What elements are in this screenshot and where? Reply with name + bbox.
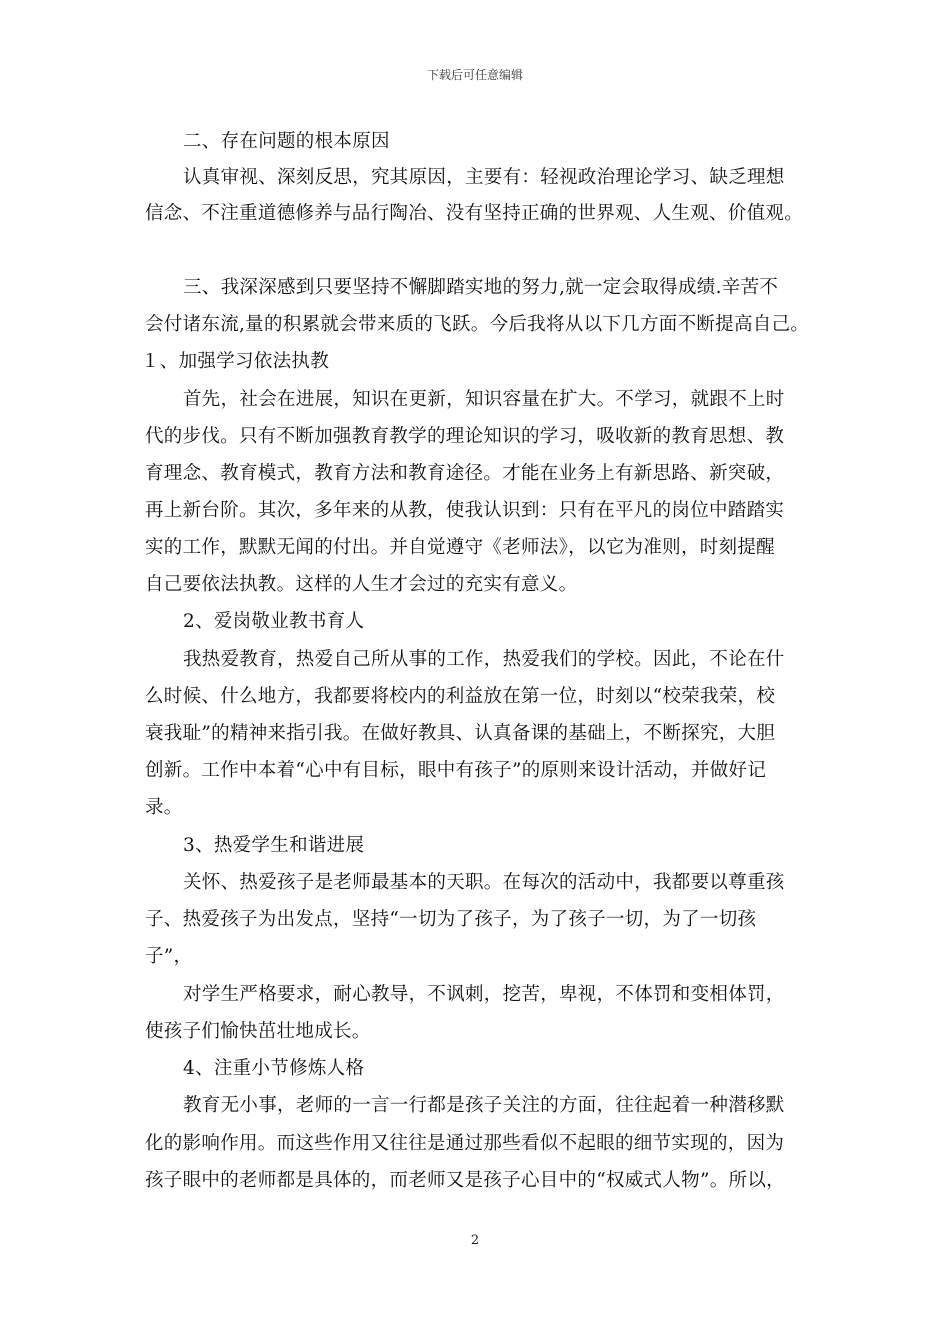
paragraph-line: 录。 (145, 797, 183, 818)
paragraph-line: 教育无小事，老师的一言一行都是孩子关注的方面，往往起着一种潜移默 (183, 1095, 785, 1116)
page-header: 下载后可任意编辑 (426, 68, 523, 82)
paragraph-line: 信念、不注重道德修养与品行陶冶、没有坚持正确的世界观、人生观、价值观。 (145, 203, 804, 224)
section-heading: 三、我深深感到只要坚持不懈脚踏实地的努力,就一定会取得成绩.辛苦不 (183, 277, 779, 298)
paragraph-line: 子、热爱孩子为出发点，坚持“一切为了孩子，为了孩子一切，为了一切孩 (145, 909, 757, 930)
paragraph-line: 自己要依法执教。这样的人生才会过的充实有意义。 (145, 574, 578, 595)
subsection-heading: 4、注重小节修炼人格 (183, 1058, 365, 1079)
paragraph-line: 对学生严格要求，耐心教导，不讽刺，挖苦，卑视，不体罚和变相体罚， (183, 984, 785, 1005)
paragraph-line: 代的步伐。只有不断加强教育教学的理论知识的学习，吸收新的教育思想、教 (145, 426, 785, 447)
paragraph-line: 首先，社会在进展，知识在更新，知识容量在扩大。不学习，就跟不上时 (183, 389, 785, 410)
paragraph-line: 创新。工作中本着“心中有目标，眼中有孩子”的原则来设计活动，并做好记 (145, 760, 767, 781)
paragraph-line: 再上新台阶。其次，多年来的从教，使我认识到：只有在平凡的岗位中踏踏实 (145, 500, 785, 521)
paragraph-line: 衰我耻”的精神来指引我。在做好教具、认真备课的基础上，不断探究，大胆 (145, 723, 776, 744)
paragraph-line: 使孩子们愉快茁壮地成长。 (145, 1021, 371, 1042)
paragraph-line: 认真审视、深刻反思，究其原因，主要有：轻视政治理论学习、缺乏理想 (183, 167, 785, 188)
paragraph-line: 会付诸东流,量的积累就会带来质的飞跃。今后我将从以下几方面不断提高自己。 (145, 314, 810, 335)
paragraph-line: 子”， (145, 946, 193, 967)
paragraph-line: 实的工作，默默无闻的付出。并自觉遵守《老师法》，以它为准则，时刻提醒 (145, 537, 775, 558)
paragraph-line: 关怀、热爱孩子是老师最基本的天职。在每次的活动中，我都要以尊重孩 (183, 872, 785, 893)
paragraph-line: 化的影响作用。而这些作用又往往是通过那些看似不起眼的细节实现的，因为 (145, 1133, 785, 1154)
paragraph-line: 孩子眼中的老师都是具体的，而老师又是孩子心目中的“权威式人物”。所以， (145, 1170, 785, 1191)
subsection-heading: 2、爱岗敬业教书育人 (183, 611, 365, 632)
paragraph-line: 我热爱教育，热爱自己所从事的工作，热爱我们的学校。因此，不论在什 (183, 649, 785, 670)
paragraph-line: 么时候、什么地方，我都要将校内的利益放在第一位，时刻以“校荣我荣，校 (145, 686, 776, 707)
page-number: 2 (470, 1233, 480, 1248)
section-heading: 二、存在问题的根本原因 (183, 131, 390, 152)
subsection-heading: １、加强学习依法执教 (141, 351, 330, 372)
paragraph-line: 育理念、教育模式，教育方法和教育途径。才能在业务上有新思路、新突破， (145, 463, 785, 484)
subsection-heading: 3、热爱学生和谐进展 (183, 835, 365, 856)
